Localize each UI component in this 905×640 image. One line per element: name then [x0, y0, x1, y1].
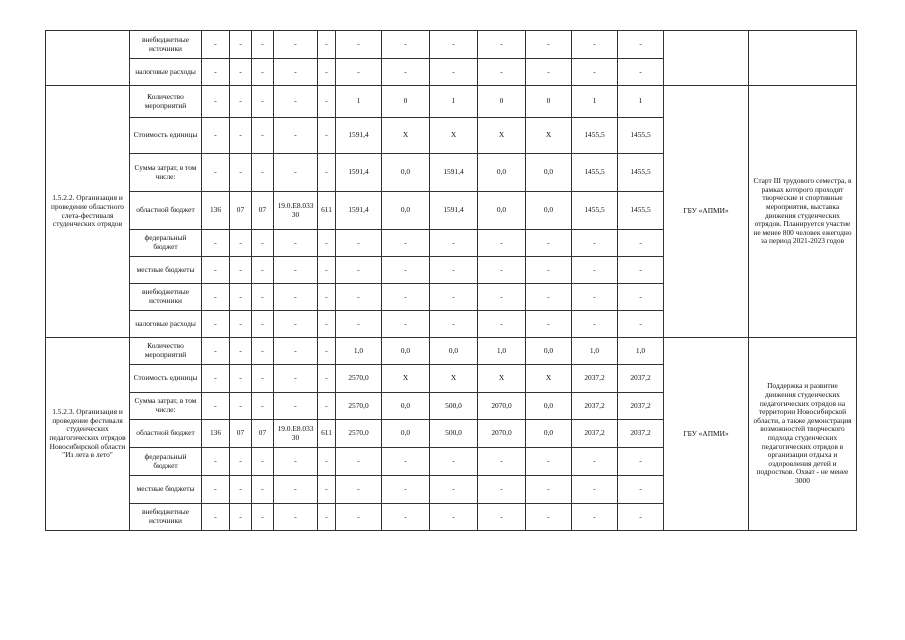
value-cell: - [230, 284, 252, 311]
value-cell: 1455,5 [572, 192, 618, 230]
measure-name-cell [46, 31, 130, 86]
value-cell: - [382, 257, 430, 284]
value-cell: - [274, 365, 318, 393]
value-cell: - [274, 257, 318, 284]
value-cell: - [230, 154, 252, 192]
value-cell: - [618, 476, 664, 504]
source-label: Сумма затрат, в том числе: [130, 393, 202, 420]
value-cell: - [318, 59, 336, 86]
value-cell: 2037,2 [618, 393, 664, 420]
value-cell: 1 [618, 86, 664, 118]
value-cell: - [318, 118, 336, 154]
value-cell: X [478, 118, 526, 154]
value-cell: 2037,2 [618, 420, 664, 448]
executor-cell: ГБУ «АПМИ» [664, 338, 749, 531]
value-cell: - [382, 59, 430, 86]
value-cell: 0,0 [526, 420, 572, 448]
table-row [46, 338, 857, 365]
value-cell: - [478, 257, 526, 284]
value-cell: 2070,0 [478, 420, 526, 448]
value-cell: - [382, 311, 430, 338]
value-cell: - [252, 154, 274, 192]
value-cell: - [382, 448, 430, 476]
value-cell: - [252, 257, 274, 284]
source-label: областной бюджет [130, 420, 202, 448]
value-cell: - [318, 86, 336, 118]
value-cell: 0,0 [478, 154, 526, 192]
value-cell: - [430, 448, 478, 476]
value-cell: 1,0 [572, 338, 618, 365]
value-cell: 0 [478, 86, 526, 118]
value-cell: 1591,4 [430, 154, 478, 192]
source-label: федеральный бюджет [130, 448, 202, 476]
value-cell: 0,0 [382, 338, 430, 365]
value-cell: - [336, 448, 382, 476]
value-cell: - [618, 311, 664, 338]
value-cell: - [618, 504, 664, 531]
value-cell: - [430, 284, 478, 311]
value-cell: 0,0 [382, 192, 430, 230]
value-cell: - [230, 448, 252, 476]
value-cell: - [230, 257, 252, 284]
executor-cell [664, 31, 749, 86]
value-cell: - [202, 230, 230, 257]
value-cell: 2570,0 [336, 365, 382, 393]
value-cell: 2070,0 [478, 393, 526, 420]
value-cell: 2037,2 [572, 365, 618, 393]
value-cell: X [382, 118, 430, 154]
value-cell: - [572, 284, 618, 311]
value-cell: - [430, 257, 478, 284]
value-cell: - [318, 365, 336, 393]
value-cell: 0,0 [526, 154, 572, 192]
value-cell: 0,0 [382, 393, 430, 420]
value-cell: - [382, 476, 430, 504]
measure-name: 1.5.2.2. Организация и проведение областного слета-фестиваля студенческих отрядов [46, 86, 130, 338]
value-cell: 0,0 [430, 338, 478, 365]
value-cell: - [526, 504, 572, 531]
value-cell: X [526, 118, 572, 154]
value-cell: - [202, 476, 230, 504]
value-cell: - [230, 338, 252, 365]
value-cell: - [318, 154, 336, 192]
source-label: внебюджетные источники [130, 284, 202, 311]
value-cell: - [430, 230, 478, 257]
value-cell: - [478, 31, 526, 59]
value-cell: - [618, 31, 664, 59]
value-cell: - [572, 476, 618, 504]
value-cell: - [202, 118, 230, 154]
value-cell: 1591,4 [430, 192, 478, 230]
source-label: внебюджетные источники [130, 31, 202, 59]
value-cell: - [572, 504, 618, 531]
value-cell: - [382, 230, 430, 257]
value-cell: - [230, 230, 252, 257]
value-cell: - [382, 31, 430, 59]
value-cell: - [526, 31, 572, 59]
value-cell: 0,0 [526, 192, 572, 230]
value-cell: 611 [318, 192, 336, 230]
value-cell: - [526, 311, 572, 338]
value-cell: - [230, 311, 252, 338]
value-cell: - [202, 59, 230, 86]
source-label: Количество мероприятий [130, 86, 202, 118]
value-cell: - [252, 365, 274, 393]
value-cell: - [230, 118, 252, 154]
source-label: Стоимость единицы [130, 365, 202, 393]
value-cell: - [618, 448, 664, 476]
value-cell: 07 [230, 420, 252, 448]
value-cell: - [274, 230, 318, 257]
value-cell: - [274, 118, 318, 154]
value-cell: 2570,0 [336, 393, 382, 420]
value-cell: - [382, 504, 430, 531]
value-cell: 0 [526, 86, 572, 118]
value-cell: - [252, 504, 274, 531]
value-cell: 1591,4 [336, 192, 382, 230]
value-cell: - [526, 448, 572, 476]
value-cell: - [274, 476, 318, 504]
result-cell [749, 31, 857, 86]
value-cell: - [336, 31, 382, 59]
expected-result: Поддержка и развитие движения студенческих педагогических отрядов на территории Новосибирской области, а также демонстрация возможностей творческого подхода студенческих педагогических отрядов в организации отдыха и оздоровления детей и подростков. Охват - не менее 3000 [749, 338, 857, 531]
table-body [46, 31, 857, 531]
value-cell: 2037,2 [572, 420, 618, 448]
value-cell: - [572, 448, 618, 476]
value-cell: 2037,2 [572, 393, 618, 420]
value-cell: - [252, 311, 274, 338]
value-cell: - [202, 504, 230, 531]
value-cell: X [430, 365, 478, 393]
value-cell: - [230, 86, 252, 118]
value-cell: - [478, 230, 526, 257]
value-cell: - [526, 230, 572, 257]
value-cell: - [430, 476, 478, 504]
value-cell: 500,0 [430, 420, 478, 448]
value-cell: - [336, 504, 382, 531]
value-cell: - [274, 393, 318, 420]
value-cell: - [318, 338, 336, 365]
value-cell: - [202, 31, 230, 59]
value-cell: 19.0.E8.03330 [274, 192, 318, 230]
value-cell: - [618, 230, 664, 257]
value-cell: 136 [202, 192, 230, 230]
value-cell: - [202, 257, 230, 284]
value-cell: - [618, 257, 664, 284]
source-label: областной бюджет [130, 192, 202, 230]
value-cell: - [274, 59, 318, 86]
value-cell: - [336, 311, 382, 338]
source-label: местные бюджеты [130, 257, 202, 284]
value-cell: - [274, 448, 318, 476]
value-cell: - [430, 311, 478, 338]
value-cell: 2037,2 [618, 365, 664, 393]
value-cell: 136 [202, 420, 230, 448]
value-cell: - [202, 311, 230, 338]
value-cell: - [526, 284, 572, 311]
value-cell: - [618, 284, 664, 311]
value-cell: - [274, 154, 318, 192]
value-cell: - [274, 311, 318, 338]
value-cell: 07 [230, 192, 252, 230]
value-cell: - [252, 59, 274, 86]
value-cell: - [478, 59, 526, 86]
value-cell: 1455,5 [618, 154, 664, 192]
source-label: местные бюджеты [130, 476, 202, 504]
value-cell: - [202, 154, 230, 192]
value-cell: - [336, 230, 382, 257]
value-cell: - [202, 393, 230, 420]
value-cell: - [202, 284, 230, 311]
value-cell: X [430, 118, 478, 154]
value-cell: 1455,5 [572, 118, 618, 154]
value-cell: - [430, 31, 478, 59]
source-label: налоговые расходы [130, 311, 202, 338]
source-label: Сумма затрат, в том числе: [130, 154, 202, 192]
value-cell: - [478, 311, 526, 338]
value-cell: - [274, 86, 318, 118]
value-cell: - [252, 118, 274, 154]
value-cell: 0,0 [526, 393, 572, 420]
source-label: федеральный бюджет [130, 230, 202, 257]
source-label: налоговые расходы [130, 59, 202, 86]
value-cell: - [230, 504, 252, 531]
table-row [46, 86, 857, 118]
value-cell: - [336, 59, 382, 86]
value-cell: - [618, 59, 664, 86]
value-cell: - [478, 476, 526, 504]
value-cell: - [318, 311, 336, 338]
value-cell: - [252, 476, 274, 504]
value-cell: - [252, 393, 274, 420]
source-label: Количество мероприятий [130, 338, 202, 365]
value-cell: - [318, 448, 336, 476]
value-cell: 1 [430, 86, 478, 118]
value-cell: - [274, 284, 318, 311]
value-cell: 1591,4 [336, 154, 382, 192]
value-cell: - [318, 504, 336, 531]
expected-result: Старт III трудового семестра, в рамках которого проходят творческие и спортивные мероприятия, выставка движения студенческих отрядов. Планируется участие не менее 800 человек ежегодно за период 2021-2023 годов [749, 86, 857, 338]
value-cell: - [318, 31, 336, 59]
value-cell: - [572, 230, 618, 257]
source-label: Стоимость единицы [130, 118, 202, 154]
value-cell: 500,0 [430, 393, 478, 420]
value-cell: - [274, 31, 318, 59]
value-cell: - [202, 448, 230, 476]
value-cell: 0,0 [526, 338, 572, 365]
value-cell: 1 [336, 86, 382, 118]
value-cell: - [572, 31, 618, 59]
value-cell: - [252, 31, 274, 59]
value-cell: - [252, 230, 274, 257]
value-cell: - [318, 393, 336, 420]
value-cell: - [318, 476, 336, 504]
value-cell: 0 [382, 86, 430, 118]
value-cell: - [572, 59, 618, 86]
value-cell: - [202, 86, 230, 118]
value-cell: 1591,4 [336, 118, 382, 154]
value-cell: - [230, 365, 252, 393]
value-cell: - [336, 257, 382, 284]
value-cell: - [202, 365, 230, 393]
value-cell: - [430, 504, 478, 531]
value-cell: - [274, 338, 318, 365]
value-cell: - [382, 284, 430, 311]
source-label: внебюджетные источники [130, 504, 202, 531]
value-cell: 2570,0 [336, 420, 382, 448]
value-cell: - [526, 257, 572, 284]
value-cell: - [572, 257, 618, 284]
value-cell: - [252, 338, 274, 365]
value-cell: - [274, 504, 318, 531]
value-cell: X [526, 365, 572, 393]
measure-name: 1.5.2.3. Организация и проведение фестиваля студенческих педагогических отрядов Новосибирской области "Из лета в лето" [46, 338, 130, 531]
value-cell: 611 [318, 420, 336, 448]
value-cell: X [478, 365, 526, 393]
value-cell: - [252, 284, 274, 311]
value-cell: - [336, 476, 382, 504]
value-cell: 0,0 [478, 192, 526, 230]
value-cell: 1,0 [618, 338, 664, 365]
value-cell: 1 [572, 86, 618, 118]
value-cell: - [230, 59, 252, 86]
table-row [46, 31, 857, 59]
value-cell: 07 [252, 420, 274, 448]
value-cell: - [202, 338, 230, 365]
value-cell: - [318, 230, 336, 257]
value-cell: - [478, 504, 526, 531]
value-cell: 19.0.E8.03330 [274, 420, 318, 448]
value-cell: - [526, 59, 572, 86]
value-cell: - [478, 284, 526, 311]
value-cell: - [318, 284, 336, 311]
value-cell: - [230, 476, 252, 504]
value-cell: 1455,5 [618, 192, 664, 230]
value-cell: - [252, 448, 274, 476]
value-cell: 0,0 [382, 154, 430, 192]
value-cell: 1,0 [478, 338, 526, 365]
executor-cell: ГБУ «АПМИ» [664, 86, 749, 338]
value-cell: - [230, 393, 252, 420]
value-cell: - [336, 284, 382, 311]
value-cell: - [430, 59, 478, 86]
value-cell: 1455,5 [618, 118, 664, 154]
value-cell: 1455,5 [572, 154, 618, 192]
value-cell: - [230, 31, 252, 59]
value-cell: X [382, 365, 430, 393]
value-cell: - [572, 311, 618, 338]
value-cell: 0,0 [382, 420, 430, 448]
value-cell: - [526, 476, 572, 504]
value-cell: - [318, 257, 336, 284]
value-cell: 1,0 [336, 338, 382, 365]
value-cell: - [252, 86, 274, 118]
value-cell: - [478, 448, 526, 476]
program-table [45, 30, 857, 531]
value-cell: 07 [252, 192, 274, 230]
